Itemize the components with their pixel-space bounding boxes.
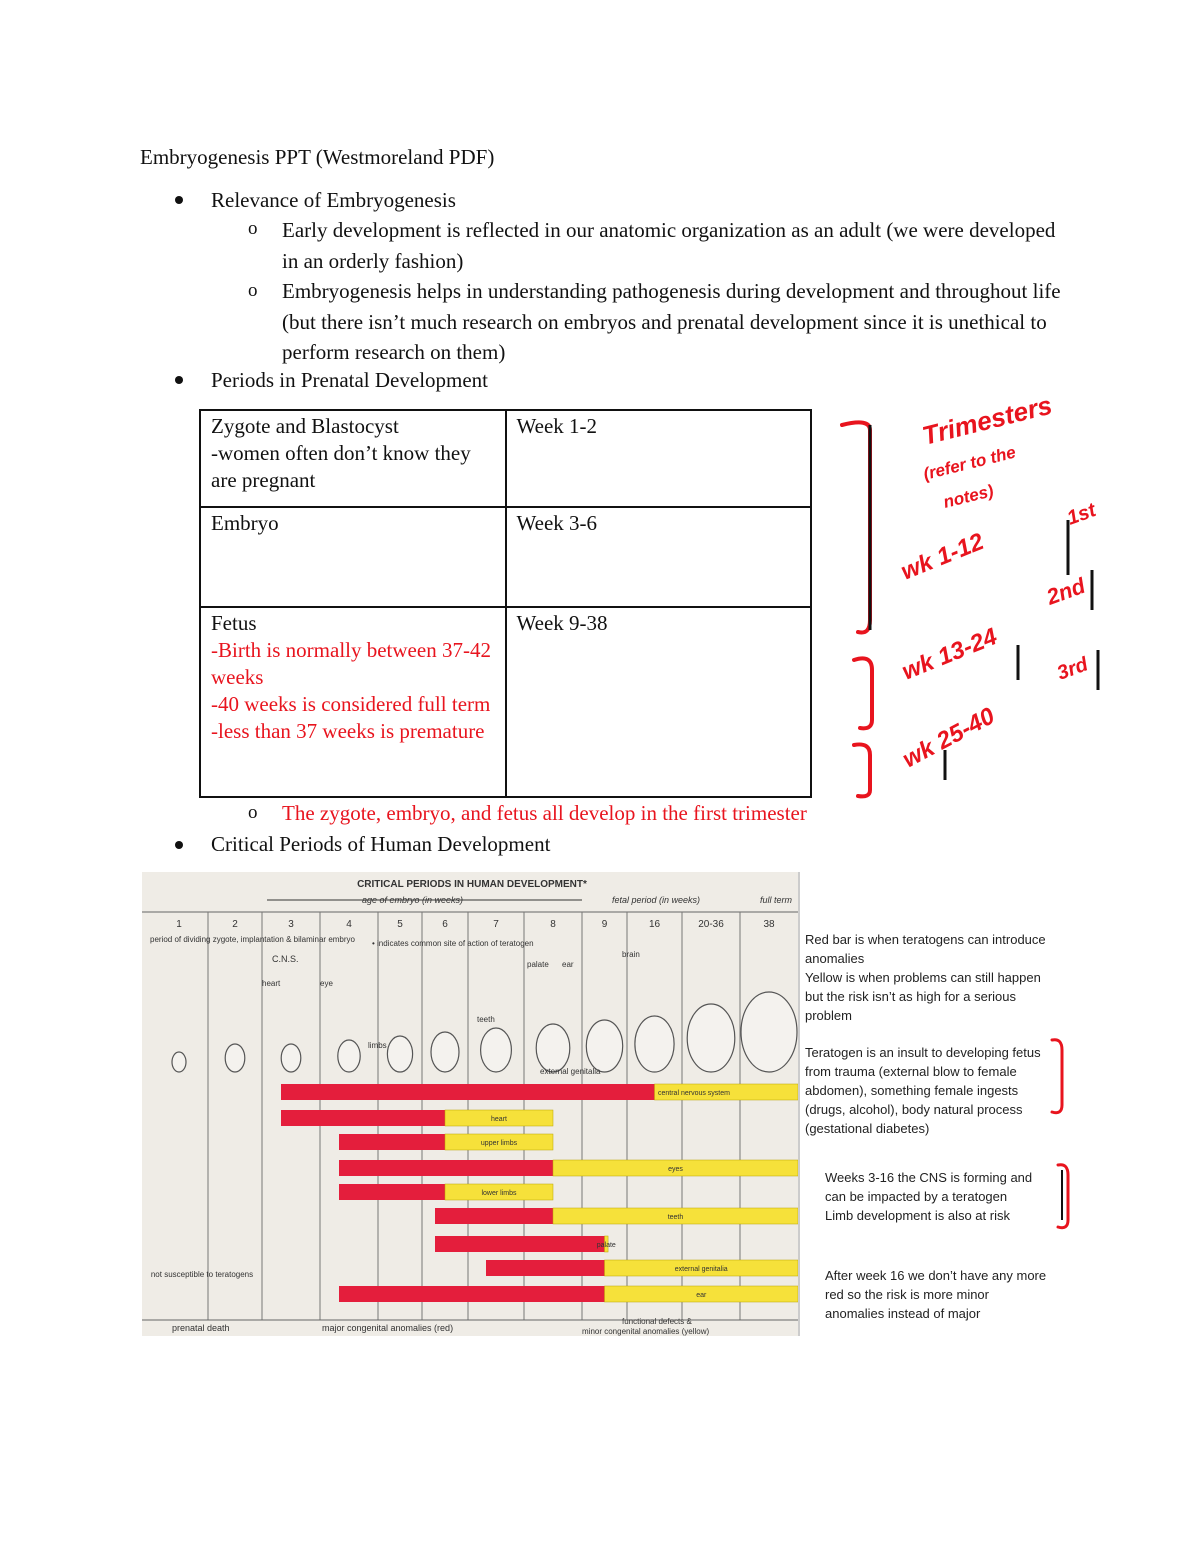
column-label: 38 [763, 919, 775, 930]
table-row [200, 507, 811, 607]
hw-wk1: wk 1-12 [897, 528, 988, 586]
table-cell-stage: Embryo [200, 507, 506, 607]
hw-wk3: wk 25-40 [898, 702, 1000, 774]
label-heart: heart [262, 979, 281, 988]
bracket-second-trimester [854, 658, 872, 728]
label-cns: C.N.S. [272, 954, 299, 964]
bar-label: lower limbs [481, 1190, 517, 1197]
bracket-teratogen-note [1052, 1040, 1062, 1113]
embryo-drawing [338, 1040, 360, 1072]
embryo-drawing [225, 1044, 245, 1072]
axis-embryo-label: age of embryo (in weeks) [362, 895, 464, 905]
hw-third: 3rd [1054, 653, 1091, 685]
bar-label: external genitalia [674, 1266, 728, 1273]
column-label: 3 [288, 919, 294, 930]
trimester-note: The zygote, embryo, and fetus all develop in the first trimester [282, 801, 807, 825]
column-label: 6 [442, 919, 448, 930]
footer-major: major congenital anomalies (red) [322, 1323, 454, 1333]
table-cell-weeks: Week 3-6 [506, 507, 812, 607]
bar-red-lower-limbs [339, 1184, 445, 1200]
stage-note-red: -less than 37 weeks is premature [211, 719, 485, 743]
hw-second: 2nd [1043, 572, 1089, 610]
table-row [200, 607, 811, 797]
bar-label: ear [696, 1292, 707, 1299]
teratogen-legend: • indicates common site of action of teratogen [372, 939, 534, 948]
bar-label: eyes [668, 1166, 683, 1173]
axis-fetal-label: fetal period (in weeks) [612, 895, 701, 905]
bullet-relevance: Relevance of Embryogenesis [211, 188, 456, 212]
bullet-periods: Periods in Prenatal Development [211, 368, 489, 392]
chart-svg [142, 872, 798, 1336]
sub-bullet-marker: o [248, 280, 258, 301]
bracket-first-trimester [842, 422, 870, 632]
periods-table [199, 409, 812, 798]
bar-red-eyes [339, 1160, 553, 1176]
side-note-yellow: Yellow is when problems can still happen but the risk isn’t as high for a serious problem [805, 970, 1041, 1023]
stage-name: Fetus [211, 611, 257, 635]
column-label: 8 [550, 919, 556, 930]
embryo-drawing [741, 992, 797, 1072]
embryo-drawing [172, 1052, 186, 1072]
label-palate: palate [527, 960, 549, 969]
sub-bullet-early-development: Early development is reflected in our anatomic organization as an adult (we were developed in an orderly fashion) [282, 218, 1056, 273]
sub-bullet-pathogenesis: Embryogenesis helps in understanding pathogenesis during development and throughout life (but there isn’t much research on embryos and prenatal development since it is unethical to perform research on them) [282, 279, 1061, 364]
label-ear: ear [562, 960, 574, 969]
bar-red-heart [281, 1110, 445, 1126]
column-label: 16 [648, 919, 661, 930]
full-term-label: full term [760, 895, 793, 905]
side-note-teratogen: Teratogen is an insult to developing fetus from trauma (external blow to female abdomen), something female ingests (drugs, alcohol), body natural process (gestational diabetes) [805, 1045, 1041, 1136]
table-cell-stage [200, 607, 506, 797]
label-external-genitalia: external genitalia [540, 1067, 601, 1076]
column-label: 2 [232, 919, 238, 930]
handwritten-annotations [830, 390, 1110, 800]
stage-note: -women often don’t know they are pregnant [211, 441, 471, 492]
bar-red-ear [339, 1286, 605, 1302]
hw-wk2: wk 13-24 [898, 623, 1002, 686]
bar-label: palate [596, 1242, 616, 1249]
bar-red-teeth [435, 1208, 553, 1224]
bar-label: teeth [667, 1214, 684, 1221]
column-label: 20-36 [698, 919, 724, 930]
stage-note-red: -Birth is normally between 37-42 weeks [211, 638, 491, 689]
footer-prenatal-death: prenatal death [172, 1323, 230, 1333]
bar-label: central nervous system [658, 1090, 730, 1097]
column-label: 4 [346, 919, 352, 930]
column-label: 5 [397, 919, 403, 930]
bullet-dot [175, 376, 183, 384]
embryo-drawing [481, 1028, 512, 1072]
hw-first: 1st [1064, 499, 1099, 530]
hw-refer: (refer to the [921, 442, 1018, 484]
label-brain: brain [622, 950, 640, 959]
hw-notes: notes) [941, 481, 996, 512]
not-susceptible-label: not susceptible to teratogens [150, 1270, 254, 1279]
bar-red-external-genitalia [486, 1260, 605, 1276]
embryo-drawing [536, 1024, 570, 1072]
document-title: Embryogenesis PPT (Westmoreland PDF) [140, 145, 495, 169]
col1-desc: period of dividing zygote, implantation & bilaminar embryo [150, 935, 355, 944]
embryo-drawing [281, 1044, 301, 1072]
table-row [200, 410, 811, 507]
table-cell-weeks: Week 9-38 [506, 607, 812, 797]
bar-red-upper-limbs [339, 1134, 445, 1150]
table-cell-weeks: Week 1-2 [506, 410, 812, 507]
embryo-drawing [431, 1032, 459, 1072]
side-brackets [1040, 1030, 1080, 1240]
footer-minor: minor congenital anomalies (yellow) [582, 1327, 710, 1336]
side-note-cns: Weeks 3-16 the CNS is forming and can be impacted by a teratogen [825, 1170, 1033, 1204]
label-limbs: limbs [368, 1041, 387, 1050]
bullet-dot [175, 196, 183, 204]
bullet-dot [175, 841, 183, 849]
column-label: 1 [176, 919, 182, 930]
bracket-third-trimester [854, 744, 870, 796]
bar-red-palate [435, 1236, 605, 1252]
critical-periods-chart [142, 872, 800, 1336]
table-cell-stage [200, 410, 506, 507]
bullet-critical-periods: Critical Periods of Human Development [211, 832, 551, 856]
column-label: 7 [493, 919, 499, 930]
chart-title: CRITICAL PERIODS IN HUMAN DEVELOPMENT* [357, 879, 587, 890]
embryo-drawing [687, 1004, 735, 1072]
stage-note-red: -40 weeks is considered full term [211, 692, 491, 716]
embryo-drawing [586, 1020, 622, 1072]
side-note-after-week-16: After week 16 we don’t have any more red so the risk is more minor anomalies instead of major [825, 1268, 1047, 1321]
label-eye: eye [320, 979, 333, 988]
column-label: 9 [601, 919, 608, 930]
hw-trimesters: Trimesters [919, 390, 1056, 451]
sub-bullet-marker: o [248, 802, 258, 823]
side-note-red-bar: Red bar is when teratogens can introduce anomalies [805, 932, 1046, 966]
stage-name: Zygote and Blastocyst [211, 414, 399, 438]
sub-bullet-marker: o [248, 218, 258, 239]
bar-red-central-nervous-system [281, 1084, 655, 1100]
embryo-drawing [635, 1016, 674, 1072]
bar-label: heart [491, 1116, 507, 1123]
embryo-drawing [387, 1036, 412, 1072]
footer-functional: functional defects & [622, 1317, 692, 1326]
side-note-limbs: Limb development is also at risk [825, 1208, 1010, 1223]
bar-label: upper limbs [480, 1140, 518, 1147]
label-teeth: teeth [477, 1015, 495, 1024]
